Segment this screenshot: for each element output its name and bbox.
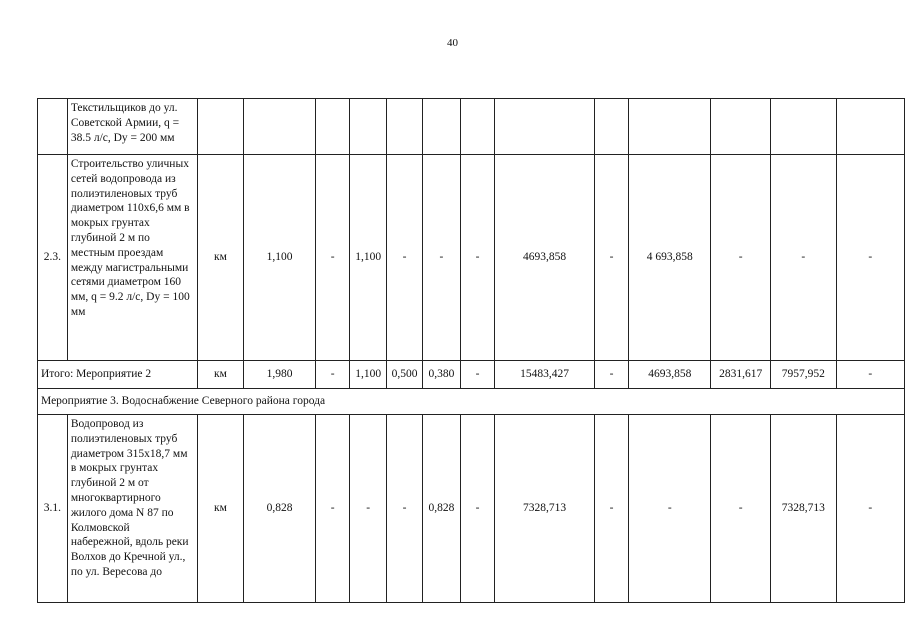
table-cell: - (594, 155, 628, 361)
table-cell: 1,980 (244, 361, 316, 389)
table-row (38, 415, 905, 603)
table-cell: 7957,952 (771, 361, 837, 389)
table-cell: - (771, 155, 837, 361)
table-cell: 4693,858 (629, 361, 711, 389)
total-label-cell: Итого: Мероприятие 2 (38, 361, 198, 389)
table-cell (711, 99, 771, 155)
table-cell (836, 99, 904, 155)
row-number-cell (38, 99, 68, 155)
table-cell: 7328,713 (771, 415, 837, 603)
unit-cell: км (197, 415, 243, 603)
table-cell: - (387, 415, 423, 603)
table-row (38, 361, 905, 389)
section-heading-cell: Мероприятие 3. Водоснабжение Северного района города (38, 389, 905, 415)
table-cell (594, 99, 628, 155)
table-cell: 0,828 (423, 415, 461, 603)
table-cell (495, 99, 595, 155)
table-cell: - (836, 415, 904, 603)
table-cell: 4 693,858 (629, 155, 711, 361)
table-cell: - (629, 415, 711, 603)
table-cell (244, 99, 316, 155)
table-cell: - (423, 155, 461, 361)
table-cell: 2831,617 (711, 361, 771, 389)
table-row (38, 155, 905, 361)
table-cell: 1,100 (350, 155, 387, 361)
table-cell (771, 99, 837, 155)
description-cell: Строительство уличных сетей водопровода из полиэтиленовых труб диаметром 110х6,6 мм в мокрых грунтах глубиной 2 м по местным проездам между магистральными сетями диаметром 160 мм, q = 9.2 л/с, Dу = 100 мм (67, 155, 197, 361)
table-cell: 1,100 (350, 361, 387, 389)
table-cell: - (594, 415, 628, 603)
table-cell: 1,100 (244, 155, 316, 361)
table-cell: - (315, 415, 349, 603)
table-cell: - (460, 361, 494, 389)
unit-cell: км (197, 155, 243, 361)
table-cell: - (315, 155, 349, 361)
table-cell: - (711, 155, 771, 361)
table-cell: 0,380 (423, 361, 461, 389)
table-row (38, 99, 905, 155)
table-cell: - (711, 415, 771, 603)
table-cell: - (315, 361, 349, 389)
table-row (38, 389, 905, 415)
table-cell: - (836, 155, 904, 361)
row-number-cell: 3.1. (38, 415, 68, 603)
table-cell (460, 99, 494, 155)
table-cell (350, 99, 387, 155)
row-number-cell: 2.3. (38, 155, 68, 361)
description-cell: Водопровод из полиэтиленовых труб диаметром 315х18,7 мм в мокрых грунтах глубиной 2 м от многоквартирного жилого дома N 87 по Колмовской набережной, вдоль реки Волхов до Кречной ул., по ул. Вересова до (67, 415, 197, 603)
table-cell: - (460, 155, 494, 361)
budget-table (37, 98, 905, 603)
page-number: 40 (447, 37, 458, 49)
table-cell (629, 99, 711, 155)
description-cell: Текстильщиков до ул. Советской Армии, q = 38.5 л/с, Dу = 200 мм (67, 99, 197, 155)
table-cell (423, 99, 461, 155)
table-cell: - (387, 155, 423, 361)
table-cell (315, 99, 349, 155)
table-cell (197, 99, 243, 155)
table-cell: 0,828 (244, 415, 316, 603)
table-cell: 4693,858 (495, 155, 595, 361)
table-cell: 15483,427 (495, 361, 595, 389)
table-cell: - (460, 415, 494, 603)
table-cell: - (836, 361, 904, 389)
table-cell: 0,500 (387, 361, 423, 389)
table-cell: 7328,713 (495, 415, 595, 603)
table-cell: - (594, 361, 628, 389)
table-cell (387, 99, 423, 155)
table-cell: - (350, 415, 387, 603)
unit-cell: км (197, 361, 243, 389)
